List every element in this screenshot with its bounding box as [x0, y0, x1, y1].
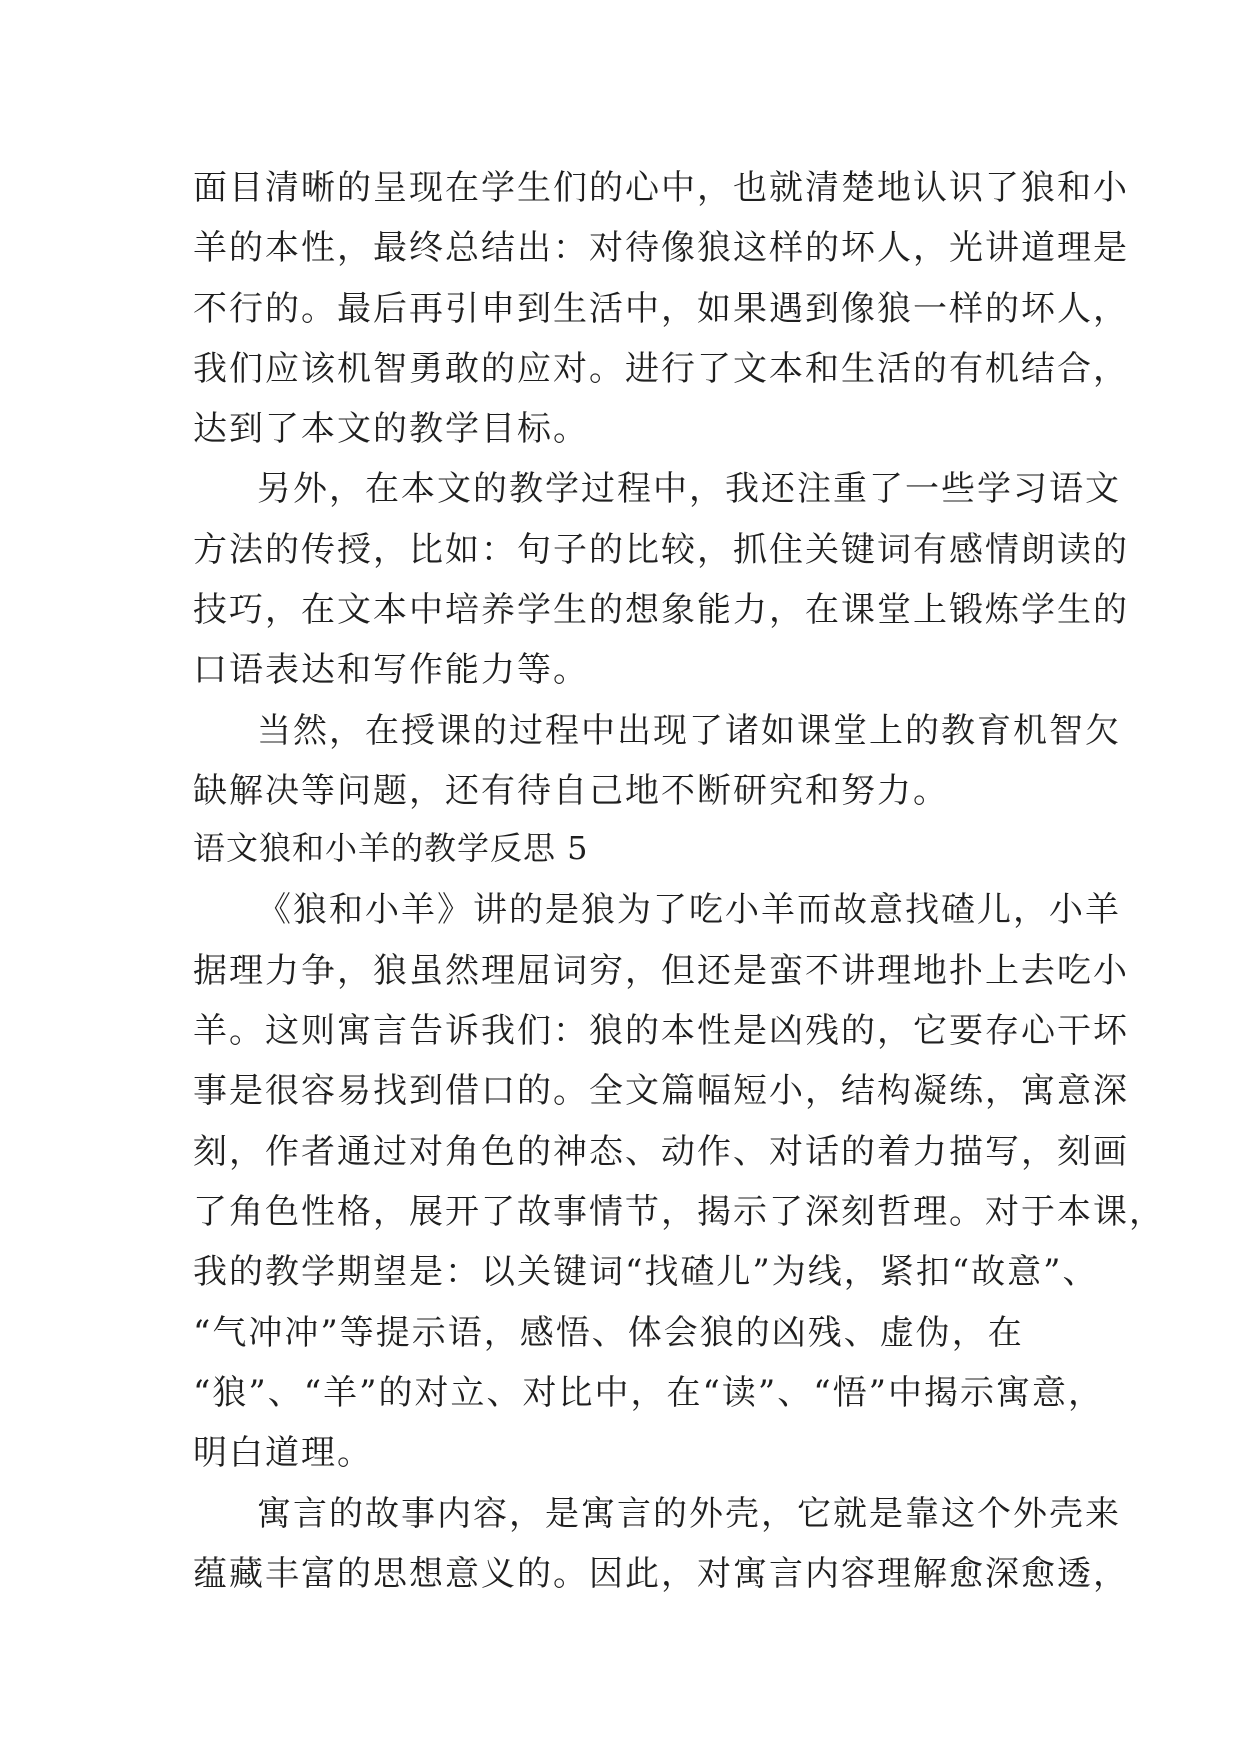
- text-line: 刻，作者通过对角色的神态、动作、对话的着力描写，刻画: [193, 1132, 1129, 1172]
- text-line: 技巧，在文本中培养学生的想象能力，在课堂上锻炼学生的: [193, 590, 1129, 630]
- paragraph-first-line: 当然，在授课的过程中出现了诸如课堂上的教育机智欠: [257, 711, 1121, 751]
- text-line: “狼”、“羊”的对立、对比中，在“读”、“悟”中揭示寓意，: [193, 1373, 1105, 1413]
- text-line: “气冲冲”等提示语，感悟、体会狼的凶残、虚伪，在: [193, 1313, 1024, 1353]
- text-line: 明白道理。: [193, 1433, 373, 1473]
- paragraph-first-line: 另外，在本文的教学过程中，我还注重了一些学习语文: [257, 469, 1121, 509]
- text-line: 缺解决等问题，还有待自己地不断研究和努力。: [193, 771, 949, 811]
- paragraph-first-line: 寓言的故事内容，是寓言的外壳，它就是靠这个外壳来: [257, 1494, 1121, 1534]
- text-line: 据理力争，狼虽然理屈词穷，但还是蛮不讲理地扑上去吃小: [193, 951, 1129, 991]
- paragraph-first-line: 《狼和小羊》讲的是狼为了吃小羊而故意找碴儿，小羊: [257, 890, 1121, 930]
- section-heading: 语文狼和小羊的教学反思 5: [193, 829, 589, 867]
- text-line: 事是很容易找到借口的。全文篇幅短小，结构凝练，寓意深: [193, 1071, 1129, 1111]
- text-line: 面目清晰的呈现在学生们的心中，也就清楚地认识了狼和小: [193, 168, 1129, 208]
- text-line: 羊。这则寓言告诉我们：狼的本性是凶残的，它要存心干坏: [193, 1011, 1129, 1051]
- text-line: 不行的。最后再引申到生活中，如果遇到像狼一样的坏人，: [193, 289, 1129, 329]
- text-line: 了角色性格，展开了故事情节，揭示了深刻哲理。对于本课，: [193, 1192, 1165, 1232]
- text-line: 羊的本性，最终总结出：对待像狼这样的坏人，光讲道理是: [193, 228, 1129, 268]
- text-line: 口语表达和写作能力等。: [193, 650, 589, 690]
- text-line: 我的教学期望是：以关键词“找碴儿”为线，紧扣“故意”、: [193, 1252, 1099, 1292]
- text-line: 达到了本文的教学目标。: [193, 409, 589, 449]
- text-line: 蕴藏丰富的思想意义的。因此，对寓言内容理解愈深愈透，: [193, 1554, 1129, 1594]
- text-line: 我们应该机智勇敢的应对。进行了文本和生活的有机结合，: [193, 349, 1129, 389]
- text-line: 方法的传授，比如：句子的比较，抓住关键词有感情朗读的: [193, 530, 1129, 570]
